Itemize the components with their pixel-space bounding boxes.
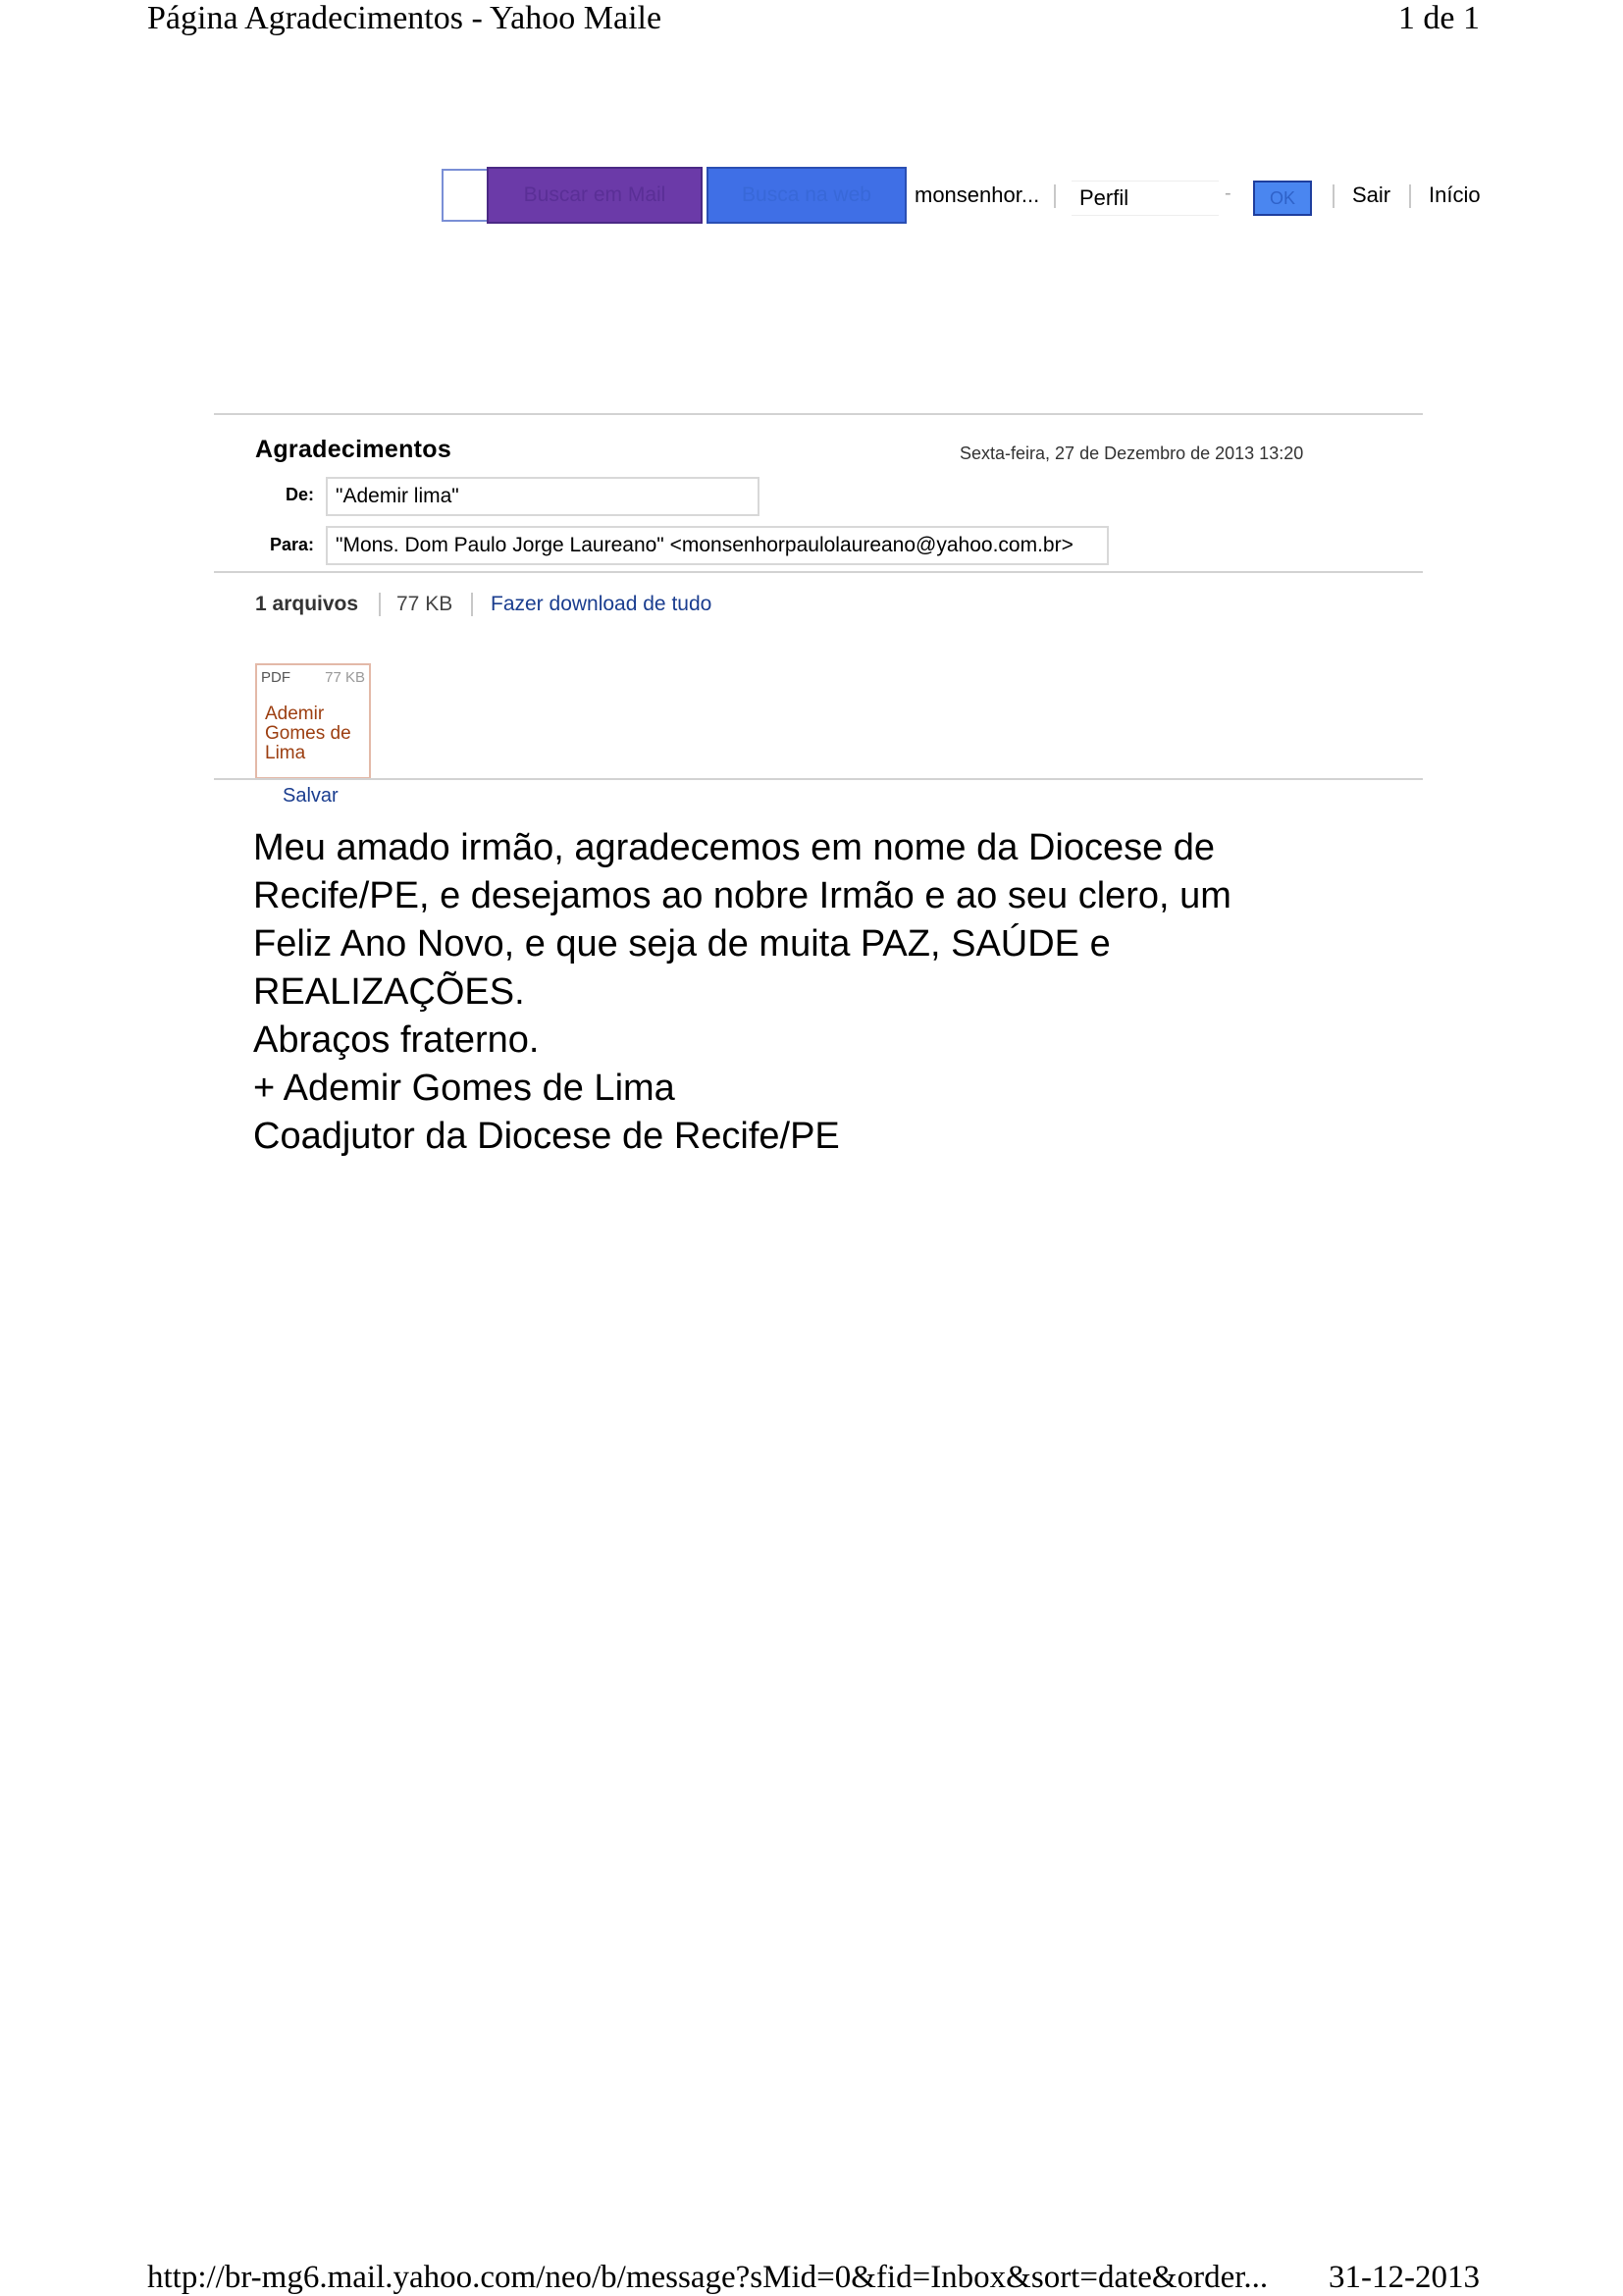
search-mail-button[interactable]: Buscar em Mail xyxy=(487,167,703,224)
signout-link[interactable]: Sair xyxy=(1352,183,1391,207)
body-line: Abraços fraterno. xyxy=(253,1019,540,1061)
attachment-count: 1 arquivos xyxy=(255,593,359,615)
body-line: + Ademir Gomes de Lima xyxy=(253,1068,675,1109)
divider xyxy=(379,593,381,616)
from-label: De: xyxy=(285,485,314,504)
header-divider xyxy=(214,413,1423,415)
attachment-size: 77 KB xyxy=(325,669,365,686)
to-field[interactable] xyxy=(326,526,1109,565)
home-link[interactable]: Início xyxy=(1429,183,1481,207)
attachment-save-link[interactable]: Salvar xyxy=(283,785,339,807)
message-body xyxy=(253,824,1431,1161)
profile-select[interactable]: Perfil xyxy=(1072,181,1219,216)
divider xyxy=(471,593,473,616)
attachment-card[interactable] xyxy=(255,663,371,779)
attachment-type: PDF xyxy=(261,669,290,686)
dash-separator: - xyxy=(1225,183,1231,204)
download-all-link[interactable]: Fazer download de tudo xyxy=(491,593,712,615)
attachments-divider xyxy=(214,571,1423,573)
attachment-name: Ademir Gomes de Lima xyxy=(265,704,351,763)
print-page-count: 1 de 1 xyxy=(1397,0,1480,36)
message-date: Sexta-feira, 27 de Dezembro de 2013 13:20 xyxy=(960,444,1304,463)
body-line: Coadjutor da Diocese de Recife/PE xyxy=(253,1116,840,1157)
body-line: REALIZAÇÕES. xyxy=(253,971,525,1013)
print-date: 31-12-2013 xyxy=(1329,2260,1480,2295)
body-line: Meu amado irmão, agradecemos em nome da Diocese de xyxy=(253,827,1216,868)
to-label: Para: xyxy=(269,535,314,554)
divider xyxy=(1054,184,1056,208)
body-line: Recife/PE, e desejamos ao nobre Irmão e ao seu clero, um xyxy=(253,875,1231,916)
print-page-title: Página Agradecimentos - Yahoo Maile xyxy=(147,0,662,36)
attachment-total-size: 77 KB xyxy=(396,593,453,615)
search-web-button[interactable]: Busca na web xyxy=(707,167,907,224)
search-input[interactable] xyxy=(442,169,487,222)
from-field[interactable] xyxy=(326,477,759,516)
body-line: Feliz Ano Novo, e que seja de muita PAZ, SAÚDE e xyxy=(253,923,1111,965)
to-value: "Mons. Dom Paulo Jorge Laureano" <monsenhorpaulolaureano@yahoo.com.br> xyxy=(336,534,1073,556)
message-subject: Agradecimentos xyxy=(255,436,452,463)
user-name[interactable]: monsenhor... xyxy=(915,183,1040,207)
divider xyxy=(1333,184,1335,208)
print-url: http://br-mg6.mail.yahoo.com/neo/b/message?sMid=0&fid=Inbox&sort=date&order... xyxy=(147,2260,1269,2295)
go-button[interactable]: OK xyxy=(1253,181,1312,216)
divider xyxy=(1409,184,1411,208)
body-divider xyxy=(214,778,1423,780)
from-value: "Ademir lima" xyxy=(336,485,459,507)
